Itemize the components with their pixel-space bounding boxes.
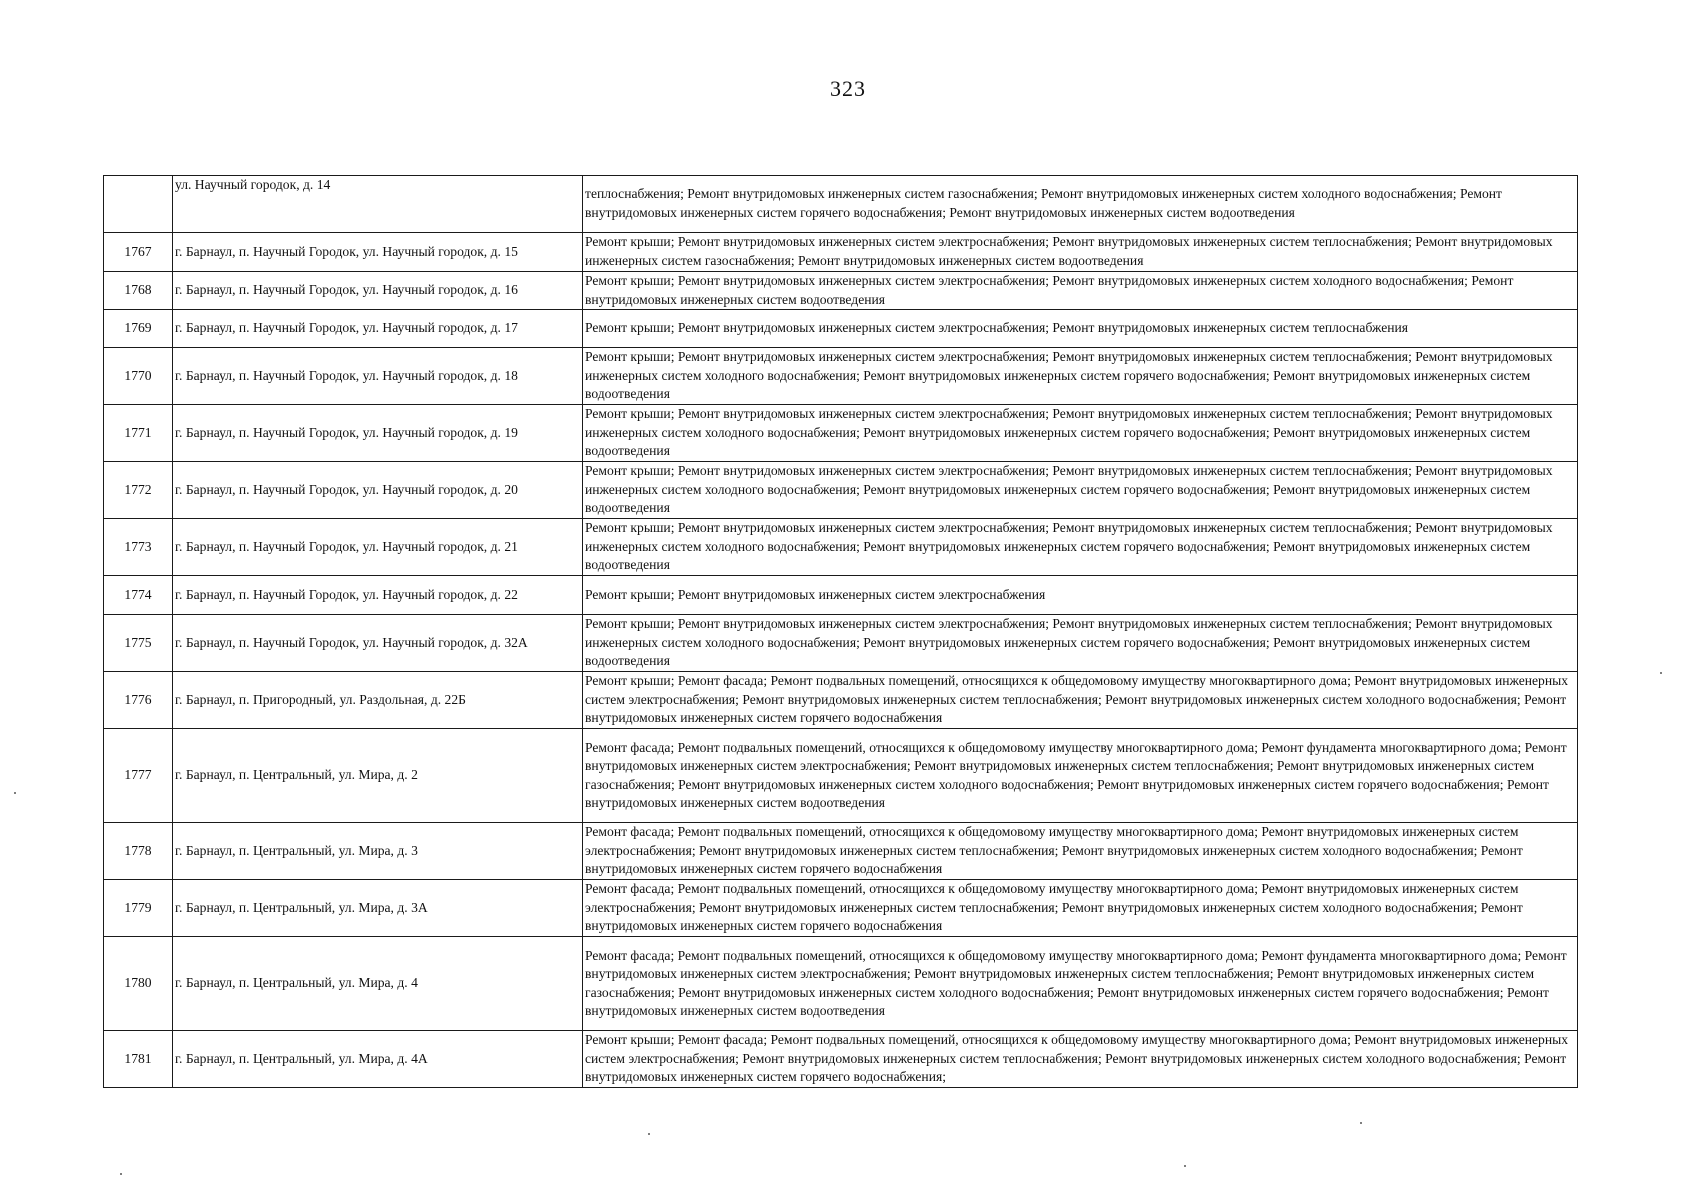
row-address: г. Барнаул, п. Центральный, ул. Мира, д. 3 xyxy=(173,823,583,880)
row-works: Ремонт крыши; Ремонт внутридомовых инженерных систем электроснабжения; Ремонт внутридомовых инженерных систем холодного водоснабжения; Ремонт внутридомовых инженерных систем водоотведения xyxy=(583,272,1578,310)
table-row xyxy=(104,672,1578,729)
scan-speck xyxy=(14,792,16,794)
table-row xyxy=(104,880,1578,937)
table-row xyxy=(104,823,1578,880)
table-row xyxy=(104,1031,1578,1088)
row-works: Ремонт крыши; Ремонт внутридомовых инженерных систем электроснабжения; Ремонт внутридомовых инженерных систем теплоснабжения; Ремонт внутридомовых инженерных систем газоснабжения; Ремонт внутридомовых инженерных систем водоотведения xyxy=(583,233,1578,272)
row-works: Ремонт крыши; Ремонт фасада; Ремонт подвальных помещений, относящихся к общедомовому имуществу многоквартирного дома; Ремонт внутридомовых инженерных систем электроснабжения; Ремонт внутридомовых инженерных систем теплоснабжения; Ремонт внутридомовых инженерных систем холодного водоснабжения; Ремонт внутридомовых инженерных систем горячего водоснабжения; xyxy=(583,1031,1578,1088)
row-works: Ремонт крыши; Ремонт внутридомовых инженерных систем электроснабжения; Ремонт внутридомовых инженерных систем теплоснабжения; Ремонт внутридомовых инженерных систем холодного водоснабжения; Ремонт внутридомовых инженерных систем горячего водоснабжения; Ремонт внутридомовых инженерных систем водоотведения xyxy=(583,462,1578,519)
table-row xyxy=(104,576,1578,615)
row-address: г. Барнаул, п. Научный Городок, ул. Научный городок, д. 15 xyxy=(173,233,583,272)
table-row xyxy=(104,937,1578,1031)
table-row xyxy=(104,462,1578,519)
table-row xyxy=(104,348,1578,405)
row-works: Ремонт фасада; Ремонт подвальных помещений, относящихся к общедомовому имуществу многоквартирного дома; Ремонт внутридомовых инженерных систем электроснабжения; Ремонт внутридомовых инженерных систем теплоснабжения; Ремонт внутридомовых инженерных систем холодного водоснабжения; Ремонт внутридомовых инженерных систем горячего водоснабжения xyxy=(583,880,1578,937)
row-address: г. Барнаул, п. Центральный, ул. Мира, д. 4 xyxy=(173,937,583,1031)
row-number: 1774 xyxy=(104,576,173,615)
row-number: 1770 xyxy=(104,348,173,405)
table-row xyxy=(104,405,1578,462)
row-address: г. Барнаул, п. Центральный, ул. Мира, д. 3А xyxy=(173,880,583,937)
row-address: г. Барнаул, п. Научный Городок, ул. Научный городок, д. 21 xyxy=(173,519,583,576)
row-works: Ремонт крыши; Ремонт внутридомовых инженерных систем электроснабжения; Ремонт внутридомовых инженерных систем теплоснабжения; Ремонт внутридомовых инженерных систем холодного водоснабжения; Ремонт внутридомовых инженерных систем горячего водоснабжения; Ремонт внутридомовых инженерных систем водоотведения xyxy=(583,615,1578,672)
row-works: Ремонт крыши; Ремонт внутридомовых инженерных систем электроснабжения; Ремонт внутридомовых инженерных систем теплоснабжения; Ремонт внутридомовых инженерных систем холодного водоснабжения; Ремонт внутридомовых инженерных систем горячего водоснабжения; Ремонт внутридомовых инженерных систем водоотведения xyxy=(583,405,1578,462)
row-address: г. Барнаул, п. Пригородный, ул. Раздольная, д. 22Б xyxy=(173,672,583,729)
table-row xyxy=(104,310,1578,348)
row-address: г. Барнаул, п. Центральный, ул. Мира, д. 4А xyxy=(173,1031,583,1088)
row-number: 1780 xyxy=(104,937,173,1031)
row-number: 1769 xyxy=(104,310,173,348)
row-number: 1771 xyxy=(104,405,173,462)
scan-speck xyxy=(1184,1165,1186,1167)
row-works: Ремонт фасада; Ремонт подвальных помещений, относящихся к общедомовому имуществу многоквартирного дома; Ремонт фундамента многоквартирного дома; Ремонт внутридомовых инженерных систем электроснабжения; Ремонт внутридомовых инженерных систем теплоснабжения; Ремонт внутридомовых инженерных систем газоснабжения; Ремонт внутридомовых инженерных систем холодного водоснабжения; Ремонт внутридомовых инженерных систем горячего водоснабжения; Ремонт внутридомовых инженерных систем водоотведения xyxy=(583,729,1578,823)
row-address: г. Барнаул, п. Научный Городок, ул. Научный городок, д. 22 xyxy=(173,576,583,615)
row-address: г. Барнаул, п. Научный Городок, ул. Научный городок, д. 16 xyxy=(173,272,583,310)
table-row xyxy=(104,233,1578,272)
table-row xyxy=(104,729,1578,823)
row-number: 1767 xyxy=(104,233,173,272)
table-row xyxy=(104,272,1578,310)
row-works: Ремонт фасада; Ремонт подвальных помещений, относящихся к общедомовому имуществу многоквартирного дома; Ремонт фундамента многоквартирного дома; Ремонт внутридомовых инженерных систем электроснабжения; Ремонт внутридомовых инженерных систем теплоснабжения; Ремонт внутридомовых инженерных систем газоснабжения; Ремонт внутридомовых инженерных систем холодного водоснабжения; Ремонт внутридомовых инженерных систем горячего водоснабжения; Ремонт внутридомовых инженерных систем водоотведения xyxy=(583,937,1578,1031)
scan-speck xyxy=(648,1133,650,1135)
row-works: Ремонт крыши; Ремонт фасада; Ремонт подвальных помещений, относящихся к общедомовому имуществу многоквартирного дома; Ремонт внутридомовых инженерных систем электроснабжения; Ремонт внутридомовых инженерных систем теплоснабжения; Ремонт внутридомовых инженерных систем холодного водоснабжения; Ремонт внутридомовых инженерных систем горячего водоснабжения xyxy=(583,672,1578,729)
row-works: Ремонт крыши; Ремонт внутридомовых инженерных систем электроснабжения; Ремонт внутридомовых инженерных систем теплоснабжения; Ремонт внутридомовых инженерных систем холодного водоснабжения; Ремонт внутридомовых инженерных систем горячего водоснабжения; Ремонт внутридомовых инженерных систем водоотведения xyxy=(583,519,1578,576)
row-number: 1781 xyxy=(104,1031,173,1088)
row-number: 1773 xyxy=(104,519,173,576)
row-number: 1775 xyxy=(104,615,173,672)
row-number: 1772 xyxy=(104,462,173,519)
repair-registry-table xyxy=(103,175,1578,1088)
row-works: Ремонт фасада; Ремонт подвальных помещений, относящихся к общедомовому имуществу многоквартирного дома; Ремонт внутридомовых инженерных систем электроснабжения; Ремонт внутридомовых инженерных систем теплоснабжения; Ремонт внутридомовых инженерных систем холодного водоснабжения; Ремонт внутридомовых инженерных систем горячего водоснабжения xyxy=(583,823,1578,880)
row-number: 1777 xyxy=(104,729,173,823)
row-works: Ремонт крыши; Ремонт внутридомовых инженерных систем электроснабжения xyxy=(583,576,1578,615)
row-works: Ремонт крыши; Ремонт внутридомовых инженерных систем электроснабжения; Ремонт внутридомовых инженерных систем теплоснабжения xyxy=(583,310,1578,348)
table-row xyxy=(104,615,1578,672)
row-number: 1779 xyxy=(104,880,173,937)
row-address: ул. Научный городок, д. 14 xyxy=(173,176,583,233)
page-number: 323 xyxy=(830,76,866,101)
row-address: г. Барнаул, п. Научный Городок, ул. Научный городок, д. 32А xyxy=(173,615,583,672)
row-address: г. Барнаул, п. Центральный, ул. Мира, д. 2 xyxy=(173,729,583,823)
row-number: 1768 xyxy=(104,272,173,310)
row-address: г. Барнаул, п. Научный Городок, ул. Научный городок, д. 18 xyxy=(173,348,583,405)
scan-speck xyxy=(1360,1122,1362,1124)
row-works: теплоснабжения; Ремонт внутридомовых инженерных систем газоснабжения; Ремонт внутридомовых инженерных систем холодного водоснабжения; Ремонт внутридомовых инженерных систем горячего водоснабжения; Ремонт внутридомовых инженерных систем водоотведения xyxy=(583,176,1578,233)
table-row xyxy=(104,176,1578,233)
scan-speck xyxy=(1660,672,1662,674)
scan-speck xyxy=(120,1173,122,1175)
row-number: 1778 xyxy=(104,823,173,880)
row-works: Ремонт крыши; Ремонт внутридомовых инженерных систем электроснабжения; Ремонт внутридомовых инженерных систем теплоснабжения; Ремонт внутридомовых инженерных систем холодного водоснабжения; Ремонт внутридомовых инженерных систем горячего водоснабжения; Ремонт внутридомовых инженерных систем водоотведения xyxy=(583,348,1578,405)
row-address: г. Барнаул, п. Научный Городок, ул. Научный городок, д. 17 xyxy=(173,310,583,348)
row-number: 1776 xyxy=(104,672,173,729)
table-row xyxy=(104,519,1578,576)
row-address: г. Барнаул, п. Научный Городок, ул. Научный городок, д. 19 xyxy=(173,405,583,462)
row-number xyxy=(104,176,173,233)
row-address: г. Барнаул, п. Научный Городок, ул. Научный городок, д. 20 xyxy=(173,462,583,519)
